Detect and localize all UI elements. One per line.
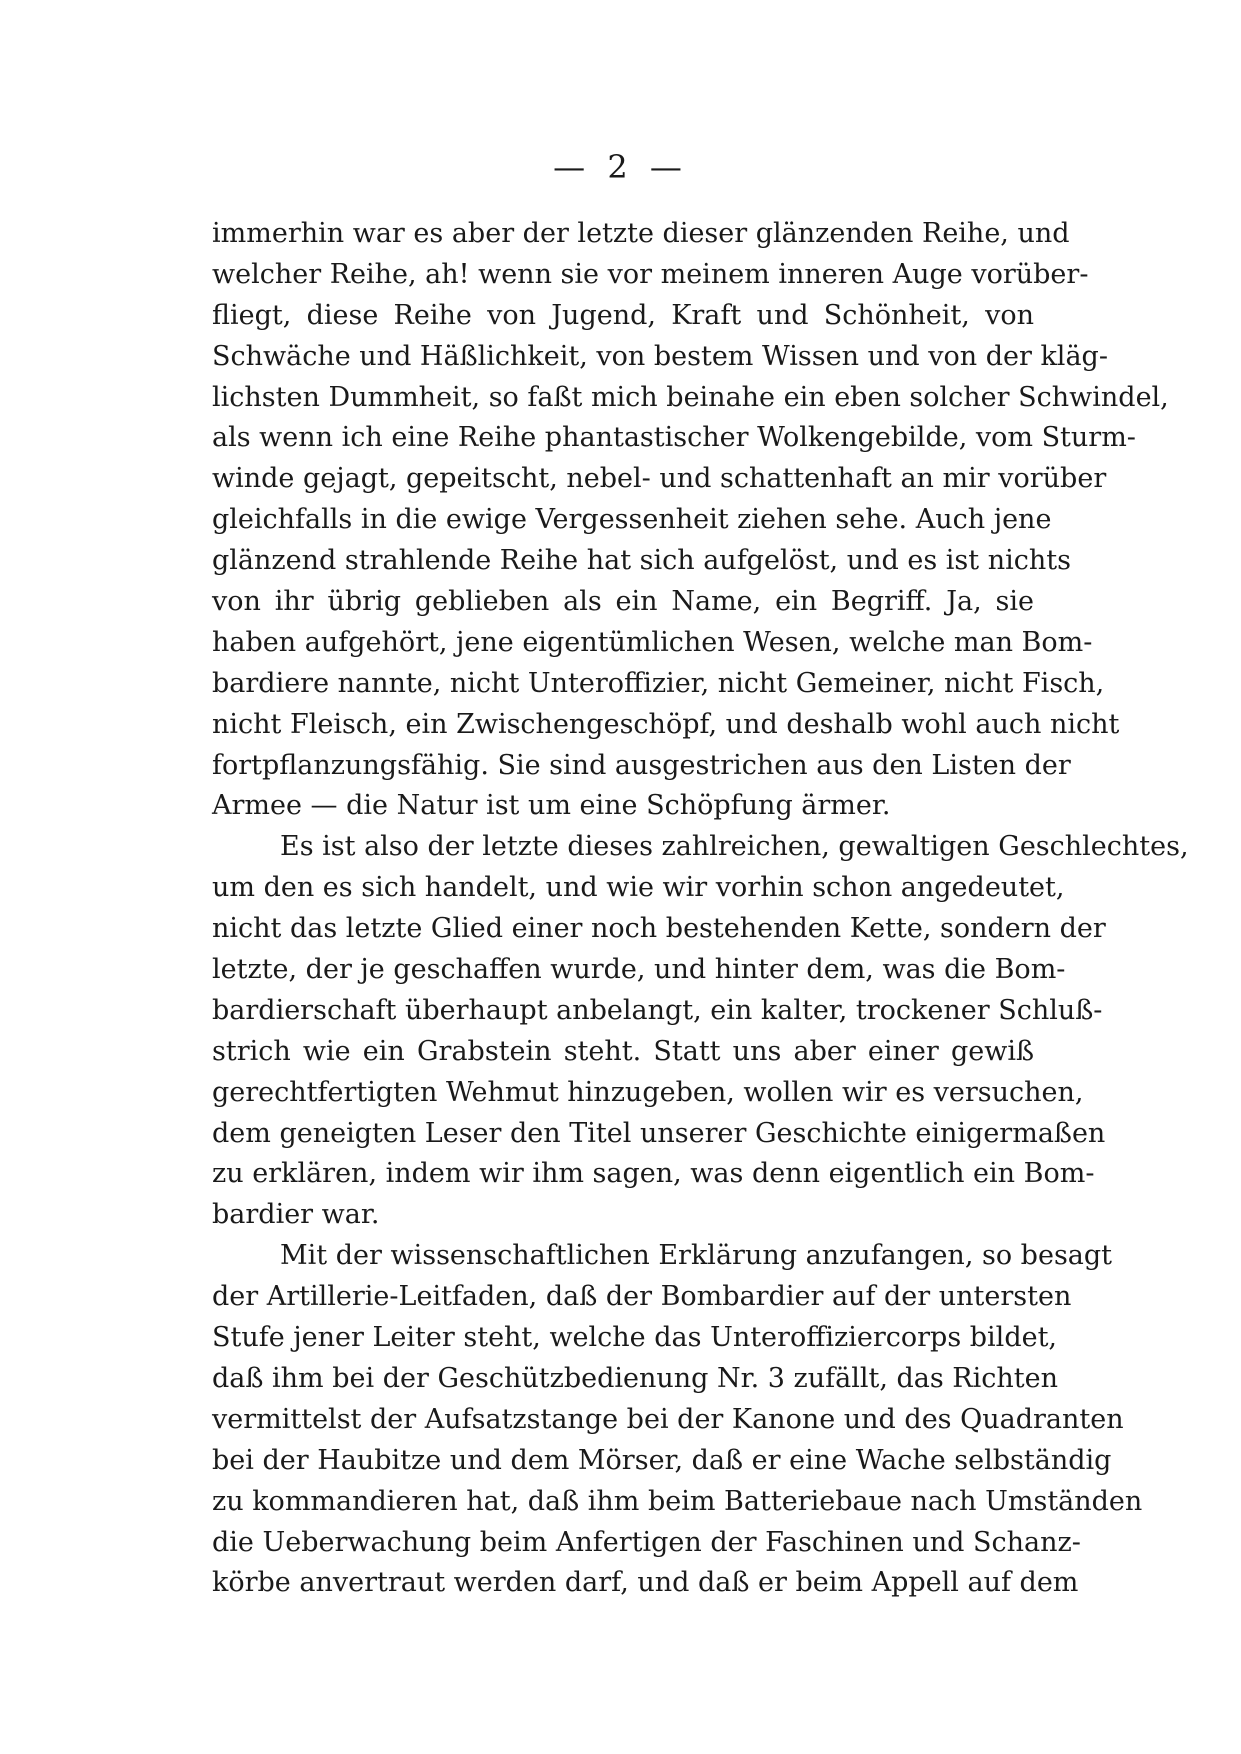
text-line: vermittelst der Aufsatzstange bei der Kanone und des Quadranten [212,1403,1124,1435]
text-line: der Artillerie-Leitfaden, daß der Bombardier auf der untersten [212,1281,1072,1313]
text-line: bei der Haubitze und dem Mörser, daß er eine Wache selbständig [212,1444,1112,1476]
text-line: fliegt, diese Reihe von Jugend, Kraft und Schönheit, von [212,299,1034,331]
text-line: winde gejagt, gepeitscht, nebel- und schattenhaft an mir vorüber [212,463,1107,495]
text-line: bardier war. [212,1199,380,1231]
text-line: zu kommandieren hat, daß ihm beim Batteriebaue nach Umständen [212,1485,1143,1517]
text-line: von ihr übrig geblieben als ein Name, ein Begriff. Ja, sie [212,586,1034,618]
page-number: — 2 — [553,148,688,186]
text-line: daß ihm bei der Geschützbedienung Nr. 3 zufällt, das Richten [212,1362,1059,1394]
text-line: welcher Reihe, ah! wenn sie vor meinem inneren Auge vorüber- [212,258,1089,290]
body-text [212,214,1189,1604]
text-line: Schwäche und Häßlichkeit, von bestem Wissen und von der kläg- [212,340,1108,372]
text-line: gleichfalls in die ewige Vergessenheit ziehen sehe. Auch jene [212,504,1052,536]
text-line: um den es sich handelt, und wie wir vorhin schon angedeutet, [212,872,1065,904]
text-line: bardierschaft überhaupt anbelangt, ein kalter, trockener Schluß- [212,994,1103,1026]
text-line: glänzend strahlende Reihe hat sich aufgelöst, und es ist nichts [212,545,1071,577]
text-line: strich wie ein Grabstein steht. Statt uns aber einer gewiß [212,1035,1034,1067]
text-line: fortpflanzungsfähig. Sie sind ausgestrichen aus den Listen der [212,749,1071,781]
text-line: lichsten Dummheit, so faßt mich beinahe ein eben solcher Schwindel, [212,381,1169,413]
text-line: zu erklären, indem wir ihm sagen, was denn eigentlich ein Bom- [212,1158,1095,1190]
text-line: nicht Fleisch, ein Zwischengeschöpf, und deshalb wohl auch nicht [212,708,1120,740]
text-line: Stufe jener Leiter steht, welche das Unteroffiziercorps bildet, [212,1322,1058,1354]
text-line: körbe anvertraut werden darf, und daß er beim Appell auf dem [212,1567,1079,1599]
text-line: dem geneigten Leser den Titel unserer Geschichte einigermaßen [212,1117,1106,1149]
text-line: haben aufgehört, jene eigentümlichen Wesen, welche man Bom- [212,626,1093,658]
text-line: als wenn ich eine Reihe phantastischer Wolkengebilde, vom Sturm- [212,422,1136,454]
text-line: letzte, der je geschaffen wurde, und hinter dem, was die Bom- [212,954,1066,986]
text-line: immerhin war es aber der letzte dieser glänzenden Reihe, und [212,218,1070,249]
text-line: nicht das letzte Glied einer noch bestehenden Kette, sondern der [212,913,1106,945]
text-line: Es ist also der letzte dieses zahlreichen, gewaltigen Geschlechtes, [280,831,1189,863]
text-line: die Ueberwachung beim Anfertigen der Faschinen und Schanz- [212,1526,1081,1558]
text-line: bardiere nannte, nicht Unteroffizier, nicht Gemeiner, nicht Fisch, [212,667,1105,699]
text-line: Armee — die Natur ist um eine Schöpfung ärmer. [212,790,891,822]
text-line: Mit der wissenschaftlichen Erklärung anzufangen, so besagt [280,1240,1113,1272]
text-line: gerechtfertigten Wehmut hinzugeben, wollen wir es versuchen, [212,1076,1084,1108]
